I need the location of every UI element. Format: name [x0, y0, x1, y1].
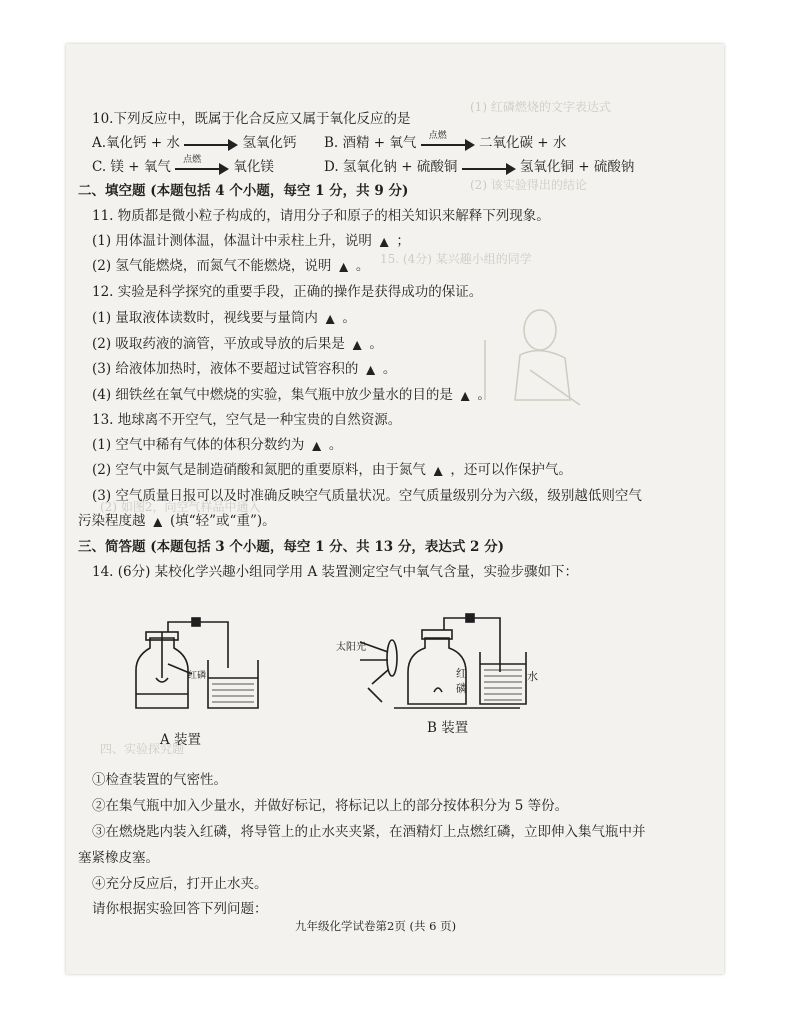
option-d-left: D. 氢氧化钠 + 硫酸铜 [324, 159, 458, 175]
option-a [92, 134, 297, 152]
q11-part-1-text: (1) 用体温计测体温，体温计中汞柱上升，说明 [92, 233, 372, 249]
option-c-right: 氧化镁 [233, 159, 274, 175]
answer-blank[interactable]: ▲ [153, 515, 162, 528]
q12-part-3-text: (3) 给液体加热时，液体不要超过试管容积的 [92, 361, 359, 377]
answer-blank[interactable]: ▲ [379, 235, 389, 248]
red-label: 红 [456, 667, 467, 680]
q13-part-2-end: ，还可以作保护气。 [450, 462, 572, 478]
arrow-icon [184, 138, 238, 150]
question-12-stem: 12. 实验是科学探究的重要手段，正确的操作是获得成功的保证。 [92, 284, 483, 300]
step-3: ③在燃烧匙内装入红磷，将导管上的止水夹夹紧，在酒精灯上点燃红磷，立即伸入集气瓶中并 [92, 824, 646, 840]
q12-part-2 [92, 335, 383, 354]
option-b-left: B. 酒精 + 氧气 [324, 135, 417, 151]
option-b-right: 二氧化碳 + 水 [479, 135, 567, 151]
red-phosphorus-label: 红磷 [188, 671, 207, 681]
water-label: 水 [527, 670, 538, 683]
apparatus-b-figure [330, 612, 530, 712]
q13-part-2 [92, 461, 572, 480]
q11-part-2 [92, 257, 369, 276]
apparatus-a-figure [128, 608, 278, 718]
arrow-icon [421, 130, 475, 150]
answer-blank[interactable]: ▲ [325, 312, 335, 325]
answer-blank[interactable]: ▲ [352, 338, 362, 351]
step-3-cont: 塞紧橡皮塞。 [78, 850, 159, 866]
q12-part-4 [92, 386, 491, 405]
phosphorus-label: 磷 [456, 682, 467, 695]
sunlight-label: 太阳光 [336, 642, 366, 653]
q12-part-4-end: 。 [477, 387, 491, 403]
q13-part-3-cont [78, 512, 276, 531]
step-1: ①检查装置的气密性。 [92, 772, 227, 788]
option-a-right: 氢氧化钙 [242, 135, 297, 151]
q11-part-1-end: ； [396, 233, 410, 249]
option-d [324, 158, 634, 176]
answer-blank[interactable]: ▲ [339, 260, 348, 273]
q12-part-4-text: (4) 细铁丝在氧气中燃烧的实验，集气瓶中放少量水的目的是 [92, 387, 453, 403]
q13-part-2-text: (2) 空气中氮气是制造硝酸和氮肥的重要原料，由于氮气 [92, 462, 426, 478]
q13-part-3b-end: (填“轻”或“重”)。 [169, 513, 276, 529]
step-4: ④充分反应后，打开止水夹。 [92, 876, 268, 892]
arrow-icon [175, 154, 229, 174]
q12-part-2-end: 。 [369, 336, 383, 352]
reaction-condition: 点燃 [183, 154, 202, 165]
bleed-through-text: (2) 如图2，向空气样品中通入 [100, 500, 261, 514]
bleed-through-text: 四、实验探究题 [100, 742, 185, 756]
option-c [92, 154, 274, 176]
step-2: ②在集气瓶中加入少量水，并做好标记，将标记以上的部分按体积分为 5 等份。 [92, 798, 569, 814]
question-13-stem: 13. 地球离不开空气，空气是一种宝贵的自然资源。 [92, 412, 402, 428]
q12-part-1-end: 。 [342, 310, 356, 326]
figure-a-caption: A 装置 [160, 732, 202, 748]
bleed-through-text: 15. (4分) 某兴趣小组的同学 [380, 252, 532, 266]
option-b [324, 130, 567, 152]
question-10-stem: 10.下列反应中，既属于化合反应又属于氧化反应的是 [92, 111, 411, 127]
question-11-stem: 11. 物质都是微小粒子构成的，请用分子和原子的相关知识来解释下列现象。 [92, 208, 550, 224]
section-2-heading: 二、填空题 (本题包括 4 个小题，每空 1 分，共 9 分) [78, 183, 409, 199]
answer-prompt: 请你根据实验回答下列问题： [92, 901, 268, 917]
q12-part-3-end: 。 [382, 361, 397, 377]
answer-blank[interactable]: ▲ [460, 389, 470, 402]
option-d-right: 氢氧化铜 + 硫酸钠 [519, 159, 635, 175]
answer-blank[interactable]: ▲ [312, 439, 321, 452]
option-a-left: A.氧化钙 + 水 [92, 135, 180, 151]
q13-part-3b-text: 污染程度越 [78, 513, 146, 529]
answer-blank[interactable]: ▲ [433, 464, 443, 477]
q12-part-3 [92, 360, 396, 379]
q12-part-1 [92, 309, 356, 328]
section-3-heading: 三、简答题 (本题包括 3 个小题，每空 1 分、共 13 分，表达式 2 分) [78, 539, 505, 555]
q13-part-3: (3) 空气质量日报可以及时准确反映空气质量状况。空气质量级别分为六级，级别越低则空气 [92, 488, 642, 504]
q12-part-1-text: (1) 量取液体读数时，视线要与量筒内 [92, 310, 318, 326]
q13-part-1-end: 。 [328, 437, 343, 453]
q11-part-1 [92, 232, 410, 251]
answer-blank[interactable]: ▲ [366, 363, 375, 376]
q13-part-1 [92, 436, 342, 455]
q11-part-2-text: (2) 氢气能燃烧，而氮气不能燃烧，说明 [92, 258, 332, 274]
bleed-through-text: (1) 红磷燃烧的文字表达式 [470, 100, 611, 114]
bleed-through-text: (2) 该实验得出的结论 [470, 178, 587, 192]
q13-part-1-text: (1) 空气中稀有气体的体积分数约为 [92, 437, 305, 453]
arrow-icon [462, 162, 516, 174]
bleed-through-illustration [470, 300, 620, 410]
q12-part-2-text: (2) 吸取药液的滴管，平放或导放的后果是 [92, 336, 345, 352]
option-c-left: C. 镁 + 氧气 [92, 159, 171, 175]
question-14-stem: 14. (6分) 某校化学兴趣小组同学用 A 装置测定空气中氧气含量，实验步骤如下： [92, 564, 579, 580]
figure-b-caption: B 装置 [427, 720, 469, 736]
page-footer: 九年级化学试卷第2页 (共 6 页) [295, 919, 457, 933]
reaction-condition: 点燃 [428, 130, 447, 141]
q11-part-2-end: 。 [355, 258, 370, 274]
